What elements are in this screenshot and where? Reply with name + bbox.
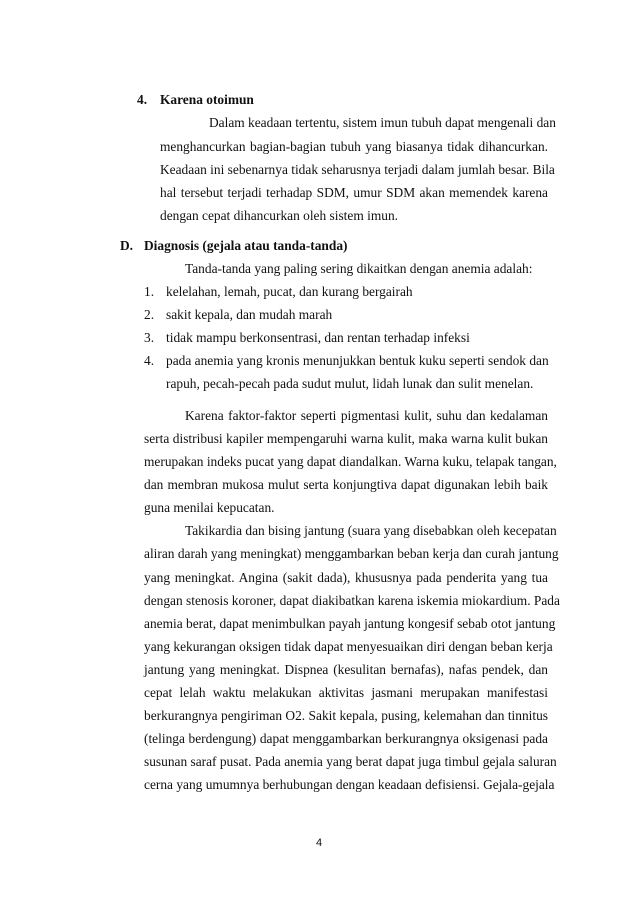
paragraph-line: serta distribusi kapiler mempengaruhi warna kulit, maka warna kulit bukan <box>144 431 548 446</box>
paragraph-line: Karena faktor-faktor seperti pigmentasi kulit, suhu dan kedalaman <box>185 408 548 423</box>
paragraph-line: cepat lelah waktu melakukan aktivitas jasmani merupakan manifestasi <box>144 685 548 700</box>
list-item-continuation: rapuh, pecah-pecah pada sudut mulut, lidah lunak dan sulit menelan. <box>166 376 534 391</box>
paragraph-line: Keadaan ini sebenarnya tidak seharusnya terjadi dalam jumlah besar. Bila <box>160 162 555 177</box>
subsection-number: 4. <box>137 92 148 107</box>
list-item: tidak mampu berkonsentrasi, dan rentan terhadap infeksi <box>166 330 470 345</box>
paragraph-line: guna menilai kepucatan. <box>144 500 275 515</box>
list-item-number: 4. <box>144 353 155 368</box>
list-item: pada anemia yang kronis menunjukkan bentuk kuku seperti sendok dan <box>166 353 549 368</box>
paragraph-line: menghancurkan bagian-bagian tubuh yang biasanya tidak dihancurkan. <box>160 139 548 154</box>
paragraph-line: susunan saraf pusat. Pada anemia yang berat dapat juga timbul gejala saluran <box>144 754 557 769</box>
paragraph-line: yang kekurangan oksigen tidak dapat menyesuaikan diri dengan beban kerja <box>144 639 553 654</box>
paragraph-line: anemia berat, dapat menimbulkan payah jantung kongesif sebab otot jantung <box>144 616 556 631</box>
paragraph-line: merupakan indeks pucat yang dapat diandalkan. Warna kuku, telapak tangan, <box>144 454 557 469</box>
paragraph-line: berkurangnya pengiriman O2. Sakit kepala, pusing, kelemahan dan tinnitus <box>144 708 548 723</box>
section-letter: D. <box>120 238 134 253</box>
paragraph-line: hal tersebut terjadi terhadap SDM, umur SDM akan memendek karena <box>160 185 548 200</box>
paragraph-line: yang meningkat. Angina (sakit dada), khususnya pada penderita yang tua <box>144 570 548 585</box>
paragraph-line: (telinga berdengung) dapat menggambarkan berkurangnya oksigenasi pada <box>144 731 548 746</box>
list-item-number: 2. <box>144 307 155 322</box>
list-intro: Tanda-tanda yang paling sering dikaitkan dengan anemia adalah: <box>185 261 533 276</box>
paragraph-line: Dalam keadaan tertentu, sistem imun tubuh dapat mengenali dan <box>209 115 556 130</box>
paragraph-line: cerna yang umumnya berhubungan dengan keadaan defisiensi. Gejala-gejala <box>144 777 555 792</box>
paragraph-line: dan membran mukosa mulut serta konjungtiva dapat digunakan lebih baik <box>144 477 548 492</box>
paragraph-line: aliran darah yang meningkat) menggambarkan beban kerja dan curah jantung <box>144 546 559 561</box>
paragraph-line: jantung yang meningkat. Dispnea (kesulitan bernafas), nafas pendek, dan <box>144 662 548 677</box>
list-item: kelelahan, lemah, pucat, dan kurang bergairah <box>166 284 413 299</box>
paragraph-line: dengan stenosis koroner, dapat diakibatkan karena iskemia miokardium. Pada <box>144 593 560 608</box>
subsection-title: Karena otoimun <box>160 92 254 107</box>
page-number: 4 <box>315 837 323 849</box>
paragraph-line: dengan cepat dihancurkan oleh sistem imun. <box>160 208 398 223</box>
list-item-number: 1. <box>144 284 155 299</box>
list-item-number: 3. <box>144 330 155 345</box>
list-item: sakit kepala, dan mudah marah <box>166 307 333 322</box>
section-title: Diagnosis (gejala atau tanda-tanda) <box>144 238 348 253</box>
paragraph-line: Takikardia dan bising jantung (suara yang disebabkan oleh kecepatan <box>185 523 557 538</box>
